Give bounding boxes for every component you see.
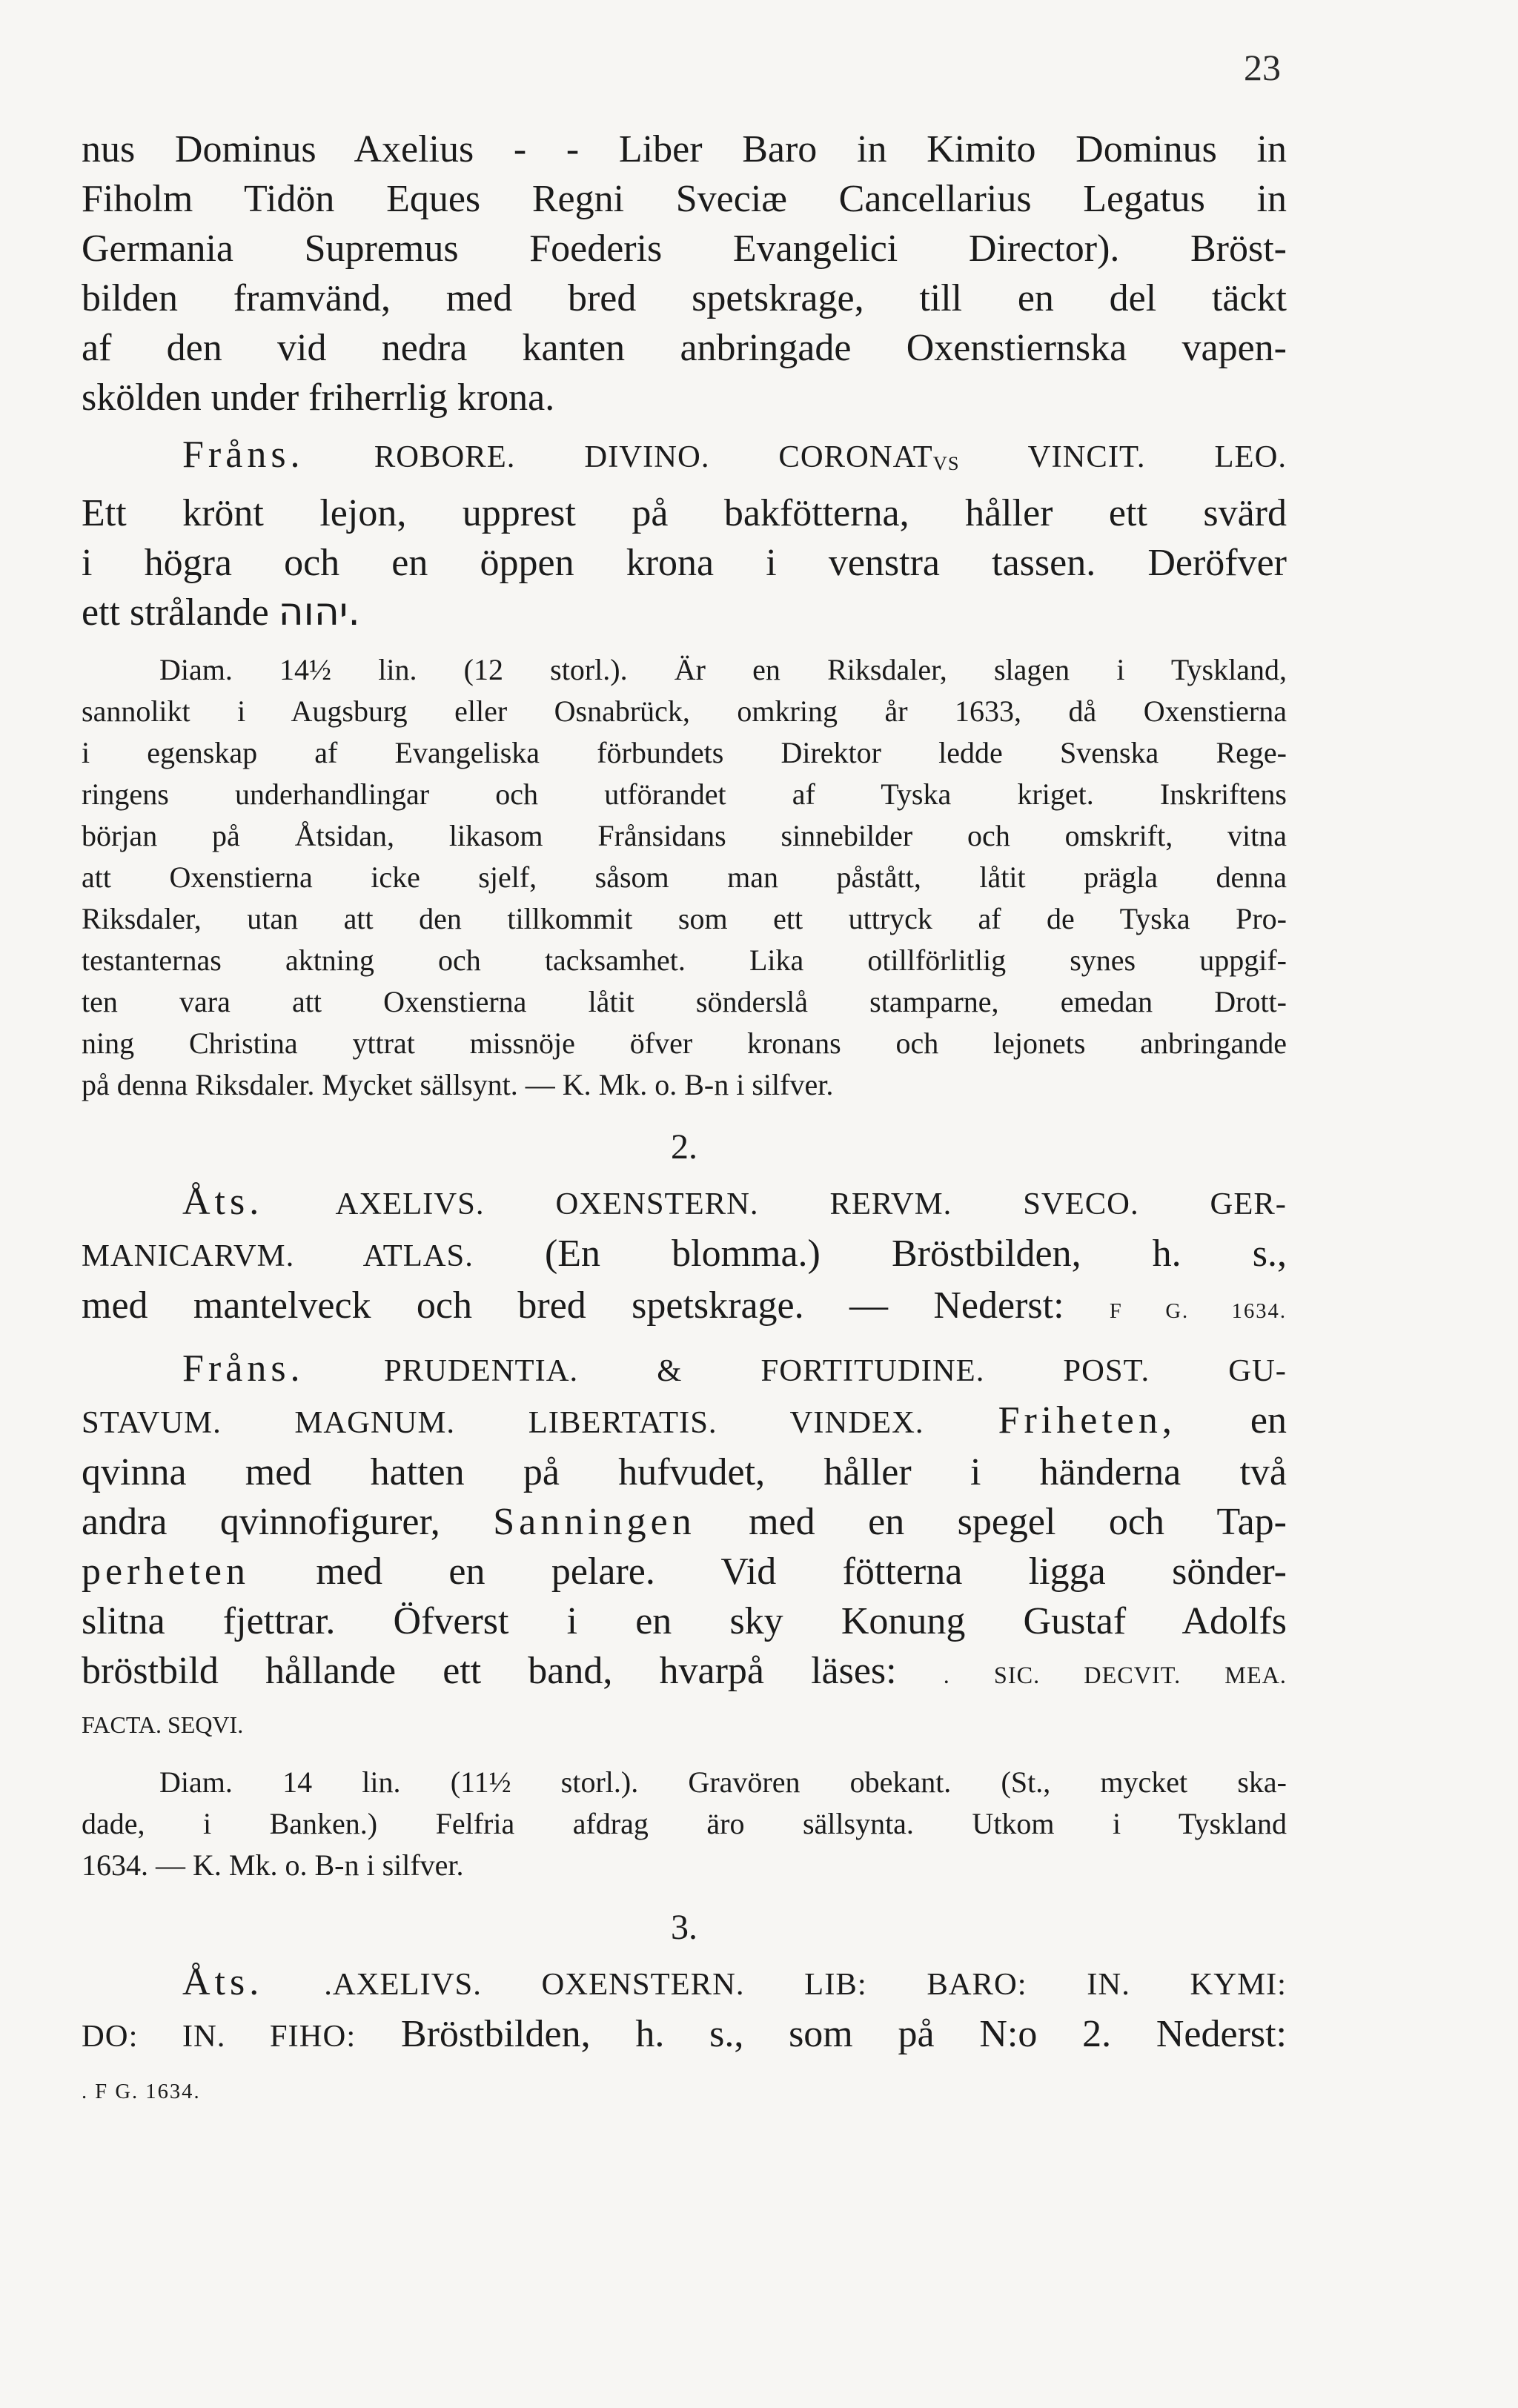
- entry-2-number: 2.: [671, 1127, 697, 1167]
- entry-1-line-5: af den vid nedra kanten anbringade Oxenstiernska vapen-: [82, 327, 1287, 369]
- reverse-text: bröstbild hållande ett band, hvarpå läses:: [82, 1649, 944, 1692]
- reverse-legend-cont: STAVUM. MAGNUM. LIBERTATIS. VINDEX.: [82, 1404, 924, 1440]
- obverse-legend-cont: MANICARVM. ATLAS.: [82, 1238, 474, 1273]
- entry-2-reverse-line-4: [82, 1497, 1287, 1547]
- entry-1-line-1: nus Dominus Axelius - - Liber Baro in Kimito Dominus in: [82, 128, 1287, 170]
- note-line: ning Christina yttrat missnöje öfver kronans och lejonets anbringande: [82, 1026, 1287, 1060]
- entry-1-line-6: skölden under friherrlig krona.: [82, 377, 555, 419]
- entry-1-reverse-line-2: i högra och en öppen krona i venstra tassen. Deröfver: [82, 541, 1287, 584]
- obverse-text: Bröstbilden, h. s., som på N:o 2. Nederst:: [356, 2012, 1287, 2055]
- obverse-legend-cont: DO: IN. FIHO:: [82, 2018, 357, 2054]
- reverse-text: en: [1176, 1399, 1287, 1442]
- reverse-text: med en pelare. Vid fötterna ligga sönder-: [250, 1550, 1287, 1593]
- entry-2-obverse-line-2: [82, 1229, 1287, 1281]
- entry-3-number: 3.: [671, 1907, 697, 1947]
- reverse-text: med en spegel och Tap-: [695, 1500, 1287, 1543]
- note-line: att Oxenstierna icke sjelf, såsom man påstått, låtit prägla denna: [82, 860, 1287, 894]
- entry-1-reverse-line-1: Ett krönt lejon, upprest på bakfötterna, håller ett svärd: [82, 491, 1287, 534]
- entry-2-reverse-line-7: [82, 1646, 1287, 1700]
- obverse-legend: .AXELIVS. OXENSTERN. LIB: BARO: IN. KYMI:: [324, 1966, 1287, 2002]
- entry-2-reverse-line-5: [82, 1547, 1287, 1596]
- entry-1: [82, 125, 1287, 1106]
- note-line: sannolikt i Augsburg eller Osnabrück, omkring år 1633, då Oxenstierna: [82, 694, 1287, 728]
- note-line: på denna Riksdaler. Mycket sällsynt. — K. Mk. o. B-n i silfver.: [82, 1067, 834, 1101]
- entry-3-obverse-line-1: [82, 1957, 1287, 2009]
- entry-2-reverse-line-3: qvinna med hatten på hufvudet, håller i händerna två: [82, 1450, 1287, 1493]
- entry-2-reverse-line-6: slitna fjettrar. Öfverst i en sky Konung Gustaf Adolfs: [82, 1599, 1287, 1642]
- reverse-label: Fråns.: [182, 434, 305, 476]
- obverse-label: Åts.: [182, 1180, 264, 1223]
- reverse-legend-part-b: VINCIT. LEO.: [959, 440, 1287, 474]
- note-line: Diam. 14 lin. (11½ storl.). Gravören obekant. (St., mycket ska-: [159, 1765, 1287, 1799]
- entry-2-reverse-line-1: [82, 1344, 1287, 1396]
- figure-name-tapperheten: perheten: [82, 1550, 251, 1593]
- page-number: 23: [1244, 47, 1281, 88]
- obverse-text: (En blomma.) Bröstbilden, h. s.,: [473, 1232, 1287, 1275]
- entry-2-reverse-line-8: FACTA. SEQVI.: [82, 1711, 244, 1738]
- note-line: ringens underhandlingar och utförandet af Tyska kriget. Inskriftens: [82, 777, 1287, 811]
- entry-1-line-4: bilden framvänd, med bred spetskrage, till en del täckt: [82, 277, 1287, 319]
- entry-3-obverse-line-3: [82, 2061, 1287, 2117]
- entry-1-reverse-line-3: [82, 588, 1287, 637]
- note-line: Diam. 14½ lin. (12 storl.). Är en Riksdaler, slagen i Tyskland,: [159, 652, 1287, 686]
- reverse-legend: [374, 440, 1287, 474]
- entry-2: [82, 1125, 1287, 1886]
- note-line: i egenskap af Evangeliska förbundets Direktor ledde Svenska Rege-: [82, 735, 1287, 769]
- entry-1-line-3: Germania Supremus Foederis Evangelici Director). Bröst-: [82, 228, 1287, 270]
- obverse-text-cont: med mantelveck och bred spetskrage. — Nederst:: [82, 1284, 1110, 1327]
- engraver-mark: F G. 1634.: [1109, 1299, 1287, 1323]
- reverse-label: Fråns.: [182, 1347, 305, 1390]
- note-line: början på Åtsidan, likasom Frånsidans sinnebilder och omskrift, vitna: [82, 818, 1287, 852]
- page-body: [82, 125, 1287, 2117]
- entry-3-obverse-line-2: [82, 2009, 1287, 2061]
- hebrew-tetragrammaton: יהוה.: [278, 589, 360, 634]
- band-inscription: . SIC. DECVIT. MEA.: [943, 1661, 1287, 1688]
- reverse-legend-part-a: ROBORE. DIVINO. CORONAT: [374, 440, 933, 474]
- obverse-label: Åts.: [182, 1960, 264, 2003]
- reverse-text: andra qvinnofigurer,: [82, 1500, 494, 1543]
- reverse-legend-sub: VS: [932, 451, 960, 474]
- note-line: Riksdaler, utan att den tillkommit som ett uttryck af de Tyska Pro-: [82, 901, 1287, 935]
- figure-name-sanningen: Sanningen: [493, 1500, 696, 1543]
- entry-1-reverse-legend-line: [82, 430, 1287, 488]
- engraver-mark: . F G. 1634.: [82, 2080, 201, 2103]
- reverse-last-text: ett strålande: [82, 591, 279, 634]
- entry-1-note: [82, 649, 1287, 1106]
- reverse-legend: PRUDENTIA. & FORTITUDINE. POST. GU-: [383, 1353, 1287, 1388]
- note-line: ten vara att Oxenstierna låtit sönderslå stamparne, emedan Drott-: [82, 984, 1287, 1018]
- entry-2-obverse-line-3: [82, 1281, 1287, 1336]
- entry-2-obverse-line-1: [82, 1177, 1287, 1229]
- entry-2-note: [82, 1762, 1287, 1886]
- entry-1-line-2: Fiholm Tidön Eques Regni Sveciæ Cancellarius Legatus in: [82, 178, 1287, 220]
- figure-name-friheten: Friheten,: [998, 1399, 1176, 1442]
- entry-2-reverse-line-2: [82, 1396, 1287, 1447]
- note-line: testanternas aktning och tacksamhet. Lika otillförlitlig synes uppgif-: [82, 943, 1287, 977]
- note-line: 1634. — K. Mk. o. B-n i silfver.: [82, 1848, 464, 1882]
- note-line: dade, i Banken.) Felfria afdrag äro sällsynta. Utkom i Tyskland: [82, 1806, 1287, 1840]
- entry-3: [82, 1905, 1287, 2117]
- obverse-legend: AXELIVS. OXENSTERN. RERVM. SVECO. GER-: [335, 1186, 1287, 1221]
